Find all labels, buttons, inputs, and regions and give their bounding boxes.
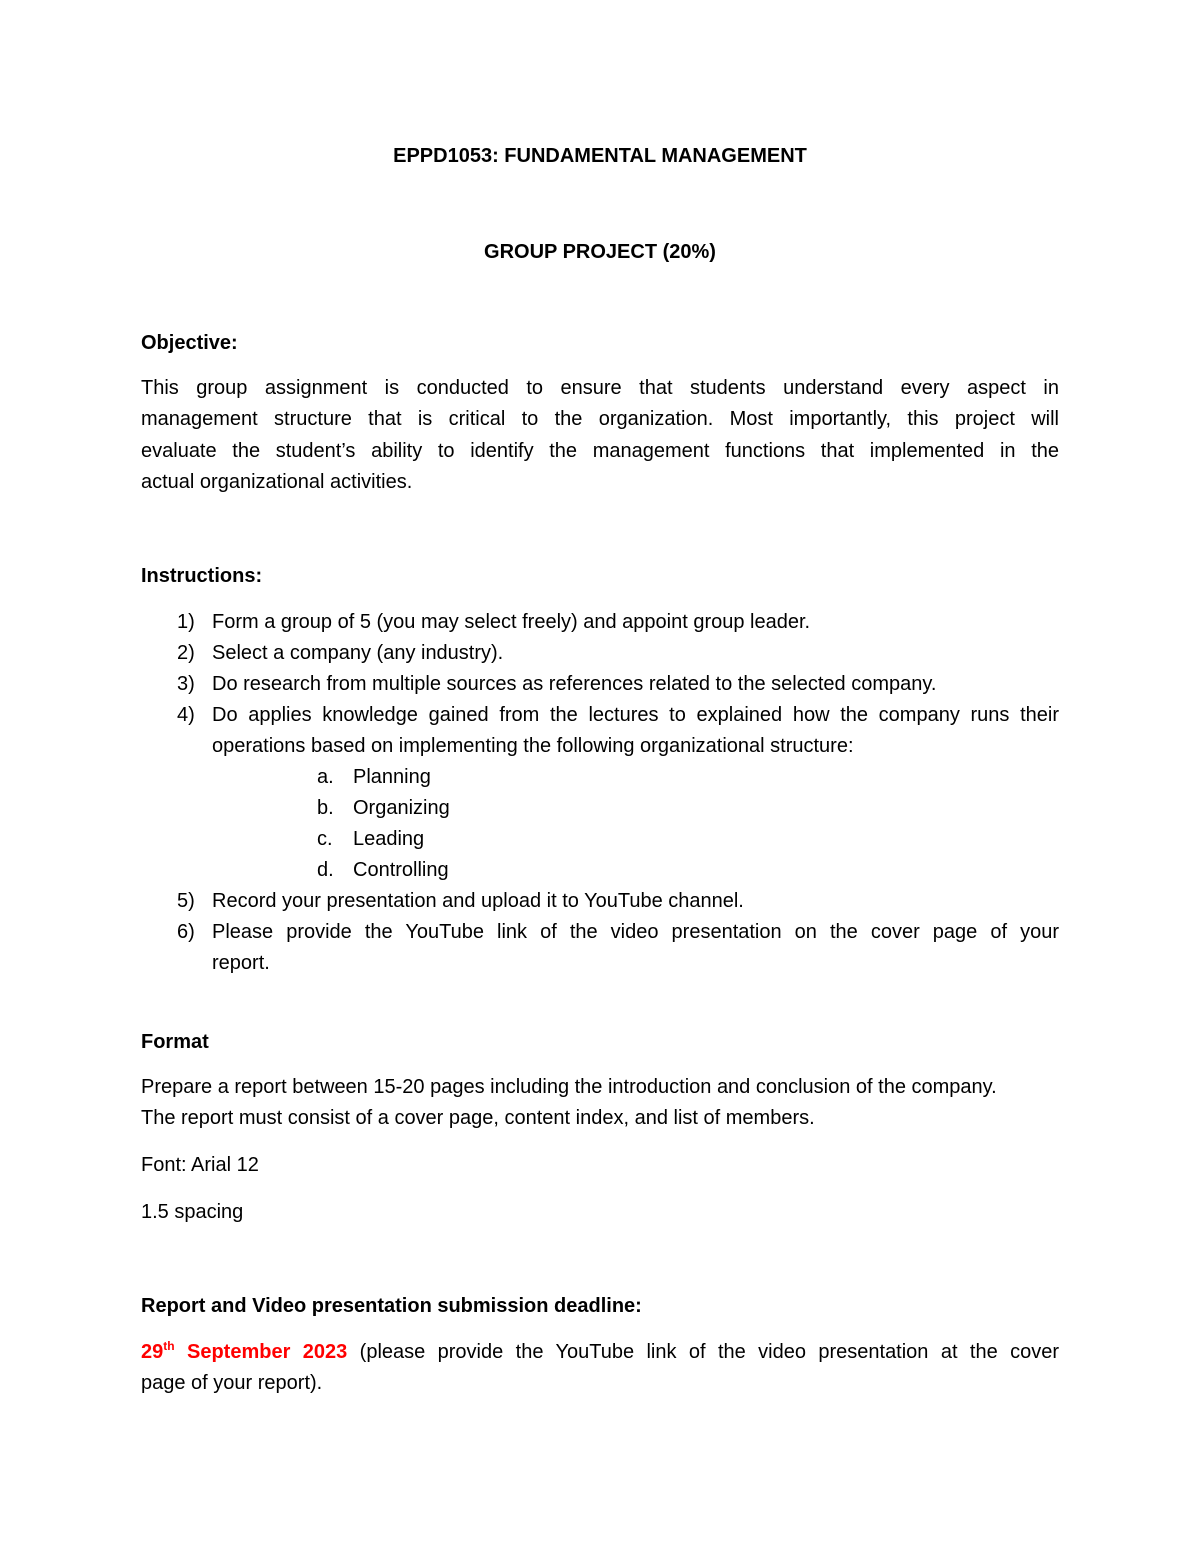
deadline-day-suffix: th [163, 1339, 175, 1353]
format-spacing: 1.5 spacing [141, 1201, 244, 1223]
sub-list-item [141, 793, 1059, 824]
list-item-text: Please provide the YouTube link of the video presentation on the cover page of your [212, 921, 1059, 943]
format-font: Font: Arial 12 [141, 1154, 259, 1176]
list-item-text: Do research from multiple sources as references related to the selected company. [212, 673, 937, 695]
deadline-date [141, 1341, 347, 1363]
list-number: 1) [177, 611, 195, 633]
list-item-text: operations based on implementing the following organizational structure: [212, 735, 854, 757]
sub-list-text: Organizing [353, 797, 450, 819]
sub-list-item [141, 855, 1059, 886]
project-title: GROUP PROJECT (20%) [484, 241, 716, 263]
list-item-text: Form a group of 5 (you may select freely) and appoint group leader. [212, 611, 811, 633]
list-item-text: Do applies knowledge gained from the lectures to explained how the company runs their [212, 704, 1059, 726]
objective-line: actual organizational activities. [141, 470, 413, 493]
list-item [141, 917, 1059, 979]
list-item-text: report. [212, 952, 270, 974]
instructions-list [141, 607, 1059, 979]
sub-list-letter: a. [317, 766, 334, 788]
sub-list-text: Planning [353, 766, 431, 788]
format-line: The report must consist of a cover page, content index, and list of members. [141, 1107, 815, 1130]
deadline-heading: Report and Video presentation submission deadline: [141, 1295, 642, 1317]
deadline-line [141, 1337, 1059, 1368]
deadline-paragraph [141, 1337, 1059, 1400]
format-heading: Format [141, 1031, 209, 1053]
list-item [141, 607, 1059, 638]
list-number: 4) [177, 704, 195, 726]
sub-list-text: Leading [353, 828, 425, 850]
sub-list-letter: b. [317, 797, 334, 819]
list-item [141, 669, 1059, 700]
list-item [141, 886, 1059, 917]
objective-heading: Objective: [141, 332, 238, 354]
objective-line: This group assignment is conducted to ensure that students understand every aspect in [141, 377, 1059, 399]
sub-list-item [141, 824, 1059, 855]
deadline-month-year: September 2023 [186, 1341, 348, 1363]
course-title: EPPD1053: FUNDAMENTAL MANAGEMENT [393, 145, 807, 167]
objective-paragraph [141, 373, 1059, 498]
format-paragraph [141, 1072, 1059, 1135]
deadline-line: page of your report). [141, 1372, 323, 1395]
list-item-text: Record your presentation and upload it to YouTube channel. [212, 890, 744, 912]
sub-list-letter: c. [317, 828, 333, 850]
list-item [141, 638, 1059, 669]
format-line: Prepare a report between 15-20 pages including the introduction and conclusion of the company. [141, 1076, 997, 1098]
list-number: 6) [177, 921, 195, 943]
deadline-day: 29 [141, 1341, 164, 1363]
instructions-heading: Instructions: [141, 565, 263, 587]
sub-list-text: Controlling [353, 859, 449, 881]
list-item [141, 700, 1059, 762]
list-number: 3) [177, 673, 195, 695]
objective-line: management structure that is critical to the organization. Most importantly, this project will [141, 408, 1059, 431]
deadline-note: (please provide the YouTube link of the video presentation at the cover [359, 1341, 1060, 1363]
list-item-text: Select a company (any industry). [212, 642, 504, 664]
objective-line: evaluate the student’s ability to identify the management functions that implemented in the [141, 439, 1059, 462]
list-number: 2) [177, 642, 195, 664]
list-number: 5) [177, 890, 195, 912]
sub-list-letter: d. [317, 859, 334, 881]
sub-list-item [141, 762, 1059, 793]
